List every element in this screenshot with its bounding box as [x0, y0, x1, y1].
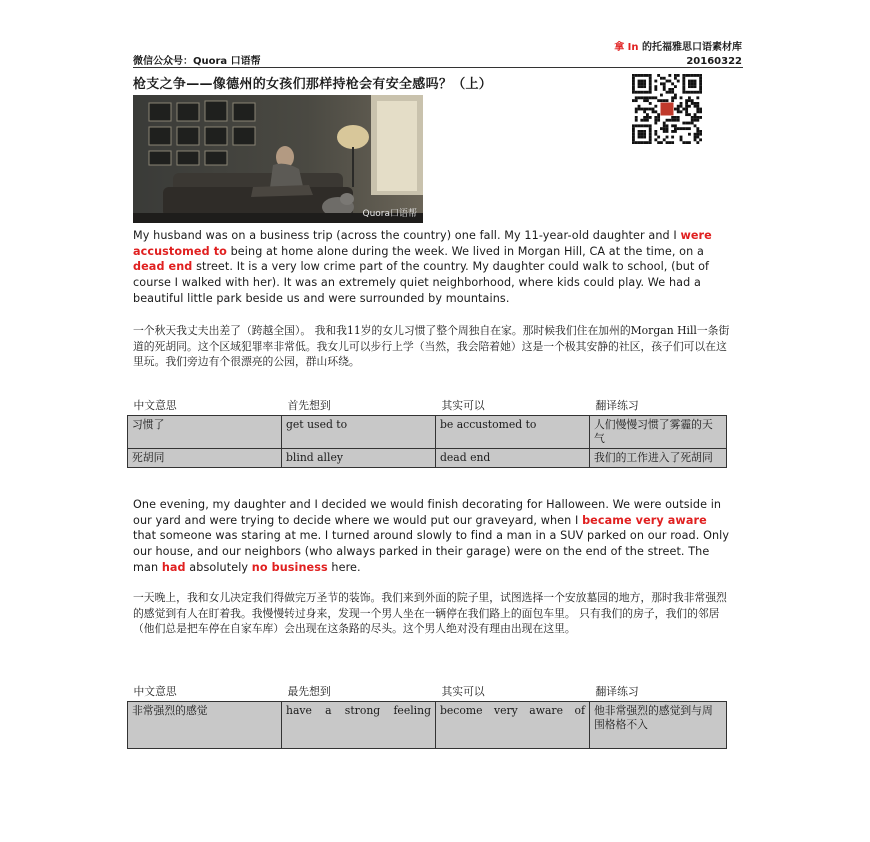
- table-header-row: [128, 398, 727, 416]
- text-run: here.: [327, 560, 361, 574]
- article-photo: [133, 95, 423, 223]
- header-account: 微信公众号：Quora 口语帮: [133, 56, 261, 67]
- header-date: 20160322: [686, 56, 742, 67]
- table-cell: become very aware of: [436, 702, 590, 749]
- table-header-cell: 中文意思: [128, 398, 282, 416]
- text-run: street. It is a very low crime part of the country. My daughter could walk to school, (but of course I walked with her). It was an extremely quiet neighborhood, where kids could play. We had a beautiful little park beside us and were surrounded by mountains.: [133, 260, 710, 305]
- text-run: that someone was staring at me. I turned around slowly to find a man in a SUV parked on our road. Only our house, and our neighbors (who always parked in their garage) were on the end of the street. The man: [133, 529, 730, 574]
- highlighted-phrase: became very aware: [582, 513, 707, 527]
- paragraph-1-english: [133, 228, 733, 307]
- qr-logo-icon: [661, 103, 674, 116]
- table-cell: 我们的工作进入了死胡同: [590, 449, 727, 468]
- table-header-row: [128, 684, 727, 702]
- table-cell: be accustomed to: [436, 416, 590, 449]
- header-subtitle: 的托福雅思口语素材库: [638, 42, 742, 53]
- table-header-cell: 翻译练习: [590, 398, 727, 416]
- table-header-cell: 翻译练习: [590, 684, 727, 702]
- table-cell: 非常强烈的感觉: [128, 702, 282, 749]
- table-cell: blind alley: [282, 449, 436, 468]
- table-row: [128, 702, 727, 749]
- table-cell: 习惯了: [128, 416, 282, 449]
- paragraph-1-chinese: 一个秋天我丈夫出差了（跨越全国）。 我和我11岁的女儿习惯了整个周独自在家。那时候我们住在加州的Morgan Hill一条街道的死胡同。这个区域犯罪率非常低。我女儿可以步行上学（当然，我会陪着她）这是一个极其安静的社区，孩子们可以在这里玩。我们旁边有个很漂亮的公园，群山环绕。: [133, 324, 730, 369]
- highlighted-phrase: were accustomed to: [133, 229, 712, 258]
- highlighted-phrase: no business: [251, 560, 328, 574]
- table-row: [128, 416, 727, 449]
- highlighted-phrase: had: [161, 560, 186, 574]
- text-run: One evening, my daughter and I decided we would finish decorating for Halloween. We were outside in our yard and were trying to decide where we would put our graveyard, when I: [133, 498, 722, 527]
- table-header-cell: 最先想到: [282, 684, 436, 702]
- header-right: [614, 41, 742, 69]
- header-divider: [133, 67, 743, 68]
- article-title: 枪支之争——像德州的女孩们那样持枪会有安全感吗？（上）: [133, 77, 493, 92]
- vocab-table-1: [127, 398, 727, 468]
- table-cell: 他非常强烈的感觉到与周围格格不入: [590, 702, 727, 749]
- photo-illustration: [133, 95, 423, 223]
- table-header-cell: 其实可以: [436, 684, 590, 702]
- table-cell: dead end: [436, 449, 590, 468]
- table-cell: 人们慢慢习惯了雾霾的天气: [590, 416, 727, 449]
- text-run: absolutely: [185, 560, 252, 574]
- table-row: [128, 449, 727, 468]
- text-run: being at home alone during the week. We lived in Morgan Hill, CA at the time, on a: [226, 244, 704, 258]
- qr-code-icon: [632, 74, 702, 144]
- photo-watermark: Quora口语帮: [362, 209, 417, 219]
- table-cell: get used to: [282, 416, 436, 449]
- header-brand: 拿 In: [614, 42, 639, 53]
- table-cell: 死胡同: [128, 449, 282, 468]
- vocab-table-2: [127, 684, 727, 749]
- table-header-cell: 首先想到: [282, 398, 436, 416]
- paragraph-2-english: [133, 497, 733, 576]
- table-header-cell: 中文意思: [128, 684, 282, 702]
- table-cell: have a strong feeling: [282, 702, 436, 749]
- table-header-cell: 其实可以: [436, 398, 590, 416]
- paragraph-2-chinese: 一天晚上，我和女儿决定我们得做完万圣节的装饰。我们来到外面的院子里，试图选择一个安放墓园的地方，那时我非常强烈的感觉到有人在盯着我。我慢慢转过身来，发现一个男人坐在一辆停在我们路上的面包车里。 只有我们的房子，我们的邻居（他们总是把车停在自家车库）会出现在这条路的尽头。这个男人绝对没有理由出现在这里。: [133, 591, 727, 636]
- highlighted-phrase: dead end: [133, 260, 193, 274]
- text-run: My husband was on a business trip (across the country) one fall. My 11-year-old daughter and I: [133, 229, 681, 242]
